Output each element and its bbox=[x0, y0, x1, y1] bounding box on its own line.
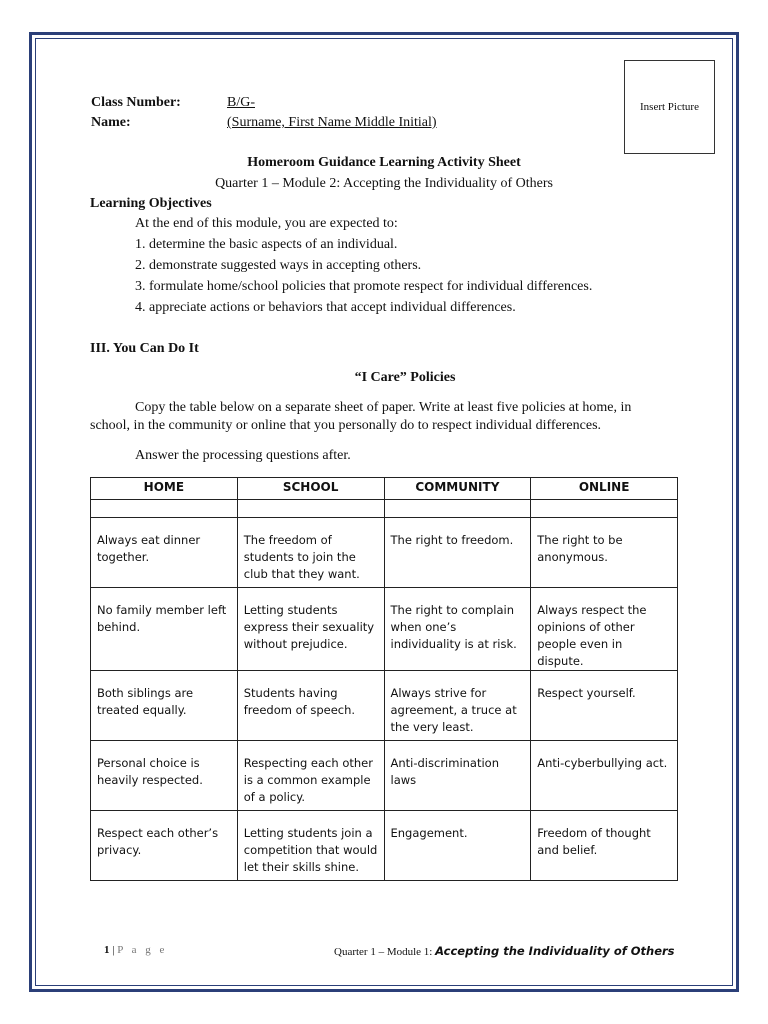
table-cell: Always respect the opinions of other people even in dispute. bbox=[531, 588, 678, 671]
objective-item: 4. appreciate actions or behaviors that accept individual differences. bbox=[135, 300, 516, 315]
table-cell: Letting students express their sexuality without prejudice. bbox=[237, 588, 384, 671]
insert-picture-box[interactable] bbox=[624, 60, 715, 154]
table-cell: Respecting each other is a common example of a policy. bbox=[237, 741, 384, 811]
activity-title: “I Care” Policies bbox=[354, 370, 456, 385]
objective-item: 2. demonstrate suggested ways in accepting others. bbox=[135, 258, 422, 273]
page-number: 1 bbox=[104, 944, 110, 956]
table-cell: The freedom of students to join the club that they want. bbox=[237, 518, 384, 588]
table-cell: The right to complain when one’s individuality is at risk. bbox=[384, 588, 531, 671]
page-word: P a g e bbox=[117, 944, 168, 956]
objective-item: 3. formulate home/school policies that promote respect for individual differences. bbox=[135, 279, 593, 294]
table-row bbox=[91, 741, 678, 811]
table-cell: Personal choice is heavily respected. bbox=[91, 741, 238, 811]
instructions-line1: Copy the table below on a separate sheet of paper. Write at least five policies at home, in bbox=[135, 400, 632, 415]
table-row bbox=[91, 671, 678, 741]
table-cell bbox=[91, 500, 238, 518]
header-online: ONLINE bbox=[531, 478, 678, 500]
processing-text: Answer the processing questions after. bbox=[135, 448, 351, 463]
table-cell: Both siblings are treated equally. bbox=[91, 671, 238, 741]
table-row bbox=[91, 811, 678, 881]
objectives-heading: Learning Objectives bbox=[90, 196, 212, 211]
table-header-row bbox=[91, 478, 678, 500]
table-cell: Respect yourself. bbox=[531, 671, 678, 741]
table-cell: No family member left behind. bbox=[91, 588, 238, 671]
sheet-title: Homeroom Guidance Learning Activity Sheet bbox=[247, 155, 521, 170]
section-heading: III. You Can Do It bbox=[90, 341, 199, 356]
header-community: COMMUNITY bbox=[384, 478, 531, 500]
objectives-intro: At the end of this module, you are expected to: bbox=[135, 216, 398, 231]
footer-module-title: Accepting the Individuality of Others bbox=[435, 944, 675, 958]
table-cell bbox=[237, 500, 384, 518]
table-cell: Respect each other’s privacy. bbox=[91, 811, 238, 881]
footer-module bbox=[334, 944, 675, 958]
instructions-line2: school, in the community or online that you personally do to respect individual differences. bbox=[90, 418, 602, 433]
table-cell bbox=[384, 500, 531, 518]
table-cell: Always eat dinner together. bbox=[91, 518, 238, 588]
sheet-subtitle: Quarter 1 – Module 2: Accepting the Individuality of Others bbox=[215, 176, 553, 191]
class-number-label: Class Number: bbox=[91, 95, 181, 110]
table-cell: The right to freedom. bbox=[384, 518, 531, 588]
objective-item: 1. determine the basic aspects of an individual. bbox=[135, 237, 398, 252]
table-row bbox=[91, 588, 678, 671]
table-cell: Anti-cyberbullying act. bbox=[531, 741, 678, 811]
table-cell: Students having freedom of speech. bbox=[237, 671, 384, 741]
table-row bbox=[91, 518, 678, 588]
page-separator: | bbox=[109, 944, 118, 956]
table-cell: Freedom of thought and belief. bbox=[531, 811, 678, 881]
header-home: HOME bbox=[91, 478, 238, 500]
class-number-value[interactable]: B/G- bbox=[227, 95, 255, 110]
table-cell: Anti-discrimination laws bbox=[384, 741, 531, 811]
table-cell bbox=[531, 500, 678, 518]
insert-picture-label: Insert Picture bbox=[640, 101, 699, 113]
header-school: SCHOOL bbox=[237, 478, 384, 500]
name-value[interactable]: (Surname, First Name Middle Initial) bbox=[227, 115, 437, 130]
table-cell: The right to be anonymous. bbox=[531, 518, 678, 588]
table-cell: Always strive for agreement, a truce at the very least. bbox=[384, 671, 531, 741]
footer-module-prefix: Quarter 1 – Module 1: bbox=[334, 946, 436, 958]
policies-table bbox=[90, 477, 678, 881]
table-cell: Engagement. bbox=[384, 811, 531, 881]
table-cell: Letting students join a competition that would let their skills shine. bbox=[237, 811, 384, 881]
table-row-blank bbox=[91, 500, 678, 518]
name-label: Name: bbox=[91, 115, 131, 130]
footer-page-number bbox=[104, 944, 167, 956]
